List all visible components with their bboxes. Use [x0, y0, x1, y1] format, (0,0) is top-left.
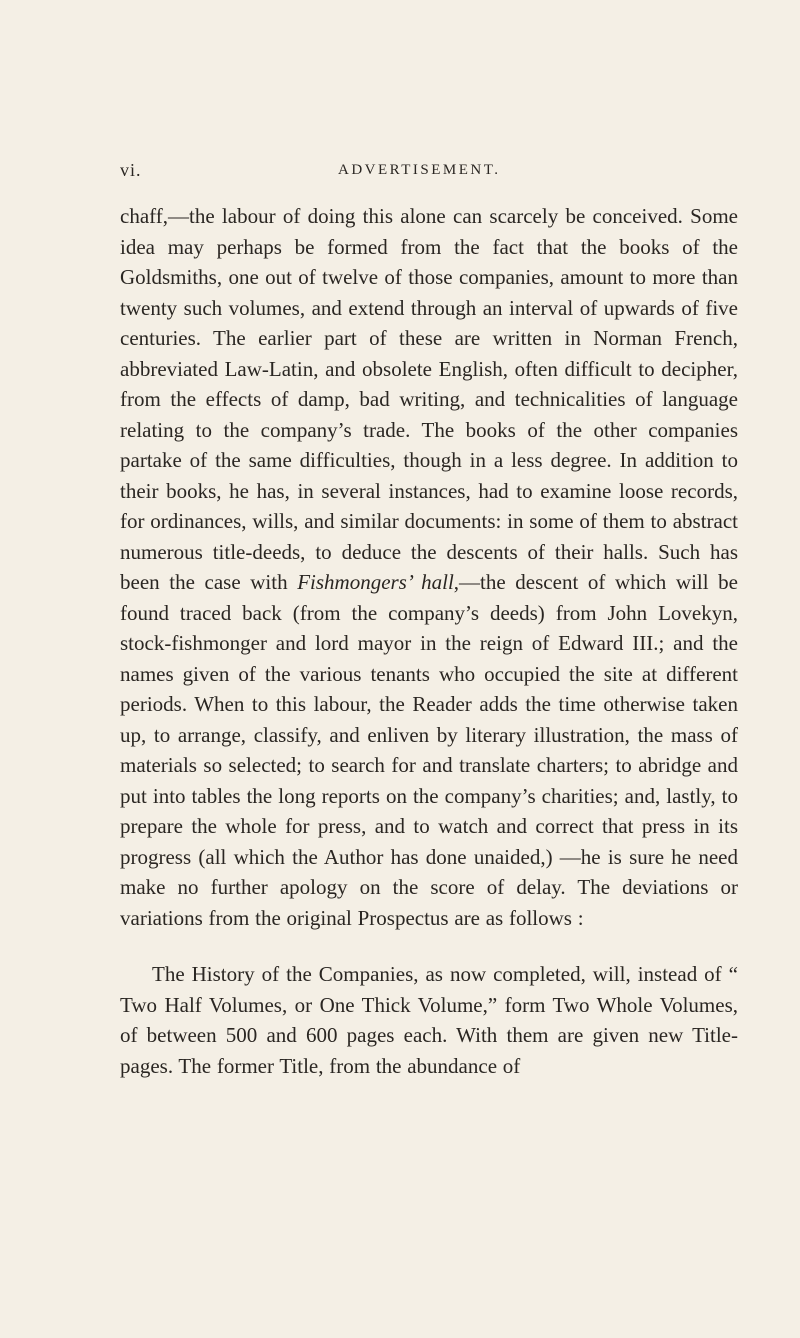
- paragraph-history: The History of the Companies, as now completed, will, instead of “ Two Half Volumes, or One Thick Volume,” form Two Whole Volumes, of between 500 and 600 pages each. With them are given new Title-pages. The former Title, from the abundance of: [120, 962, 738, 1078]
- paragraph-1-part-1: chaff,—the labour of doing this alone can scarcely be conceived. Some idea may perhaps be formed from the fact that the books of the Goldsmiths, one out of twelve of those companies, amount to more than twenty such volumes, and extend through an interval of upwards of five centuries. The earlier part of these are written in Norman French, abbreviated Law-Latin, and obsolete English, often difficult to decipher, from the effects of damp, bad writing, and technicalities of language relating to the company’s trade. The books of the other companies partake of the same difficulties, though in a less degree. In addition to their books, he has, in several instances, had to examine loose records, for ordinances, wills, and similar documents: in some of them to abstract numerous title-deeds, to deduce the descents of their halls. Such has been the case with: [120, 204, 738, 594]
- paragraph-continuation: [120, 201, 738, 933]
- paragraph-1-part-2: ,—the descent of which will be found traced back (from the company’s deeds) from John Lovekyn, stock-fishmonger and lord mayor in the reign of Edward III.; and the names given of the various tenants who occupied the site at different periods. When to this labour, the Reader adds the time otherwise taken up, to arrange, classify, and enliven by literary illustration, the mass of materials so selected; to search for and translate charters; to abridge and put into tables the long reports on the company’s charities; and, lastly, to prepare the whole for press, and to watch and correct that press in its progress (all which the Author has done unaided,) —he is sure he need make no further apology on the score of delay. The deviations or variations from the original Prospectus are as follows :: [120, 570, 738, 930]
- page-number: vi.: [120, 160, 142, 180]
- header-title: ADVERTISEMENT.: [338, 162, 501, 178]
- body-text: [120, 201, 738, 1081]
- italic-fishmongers-hall: Fishmongers’ hall: [297, 570, 454, 594]
- running-head: [120, 160, 740, 190]
